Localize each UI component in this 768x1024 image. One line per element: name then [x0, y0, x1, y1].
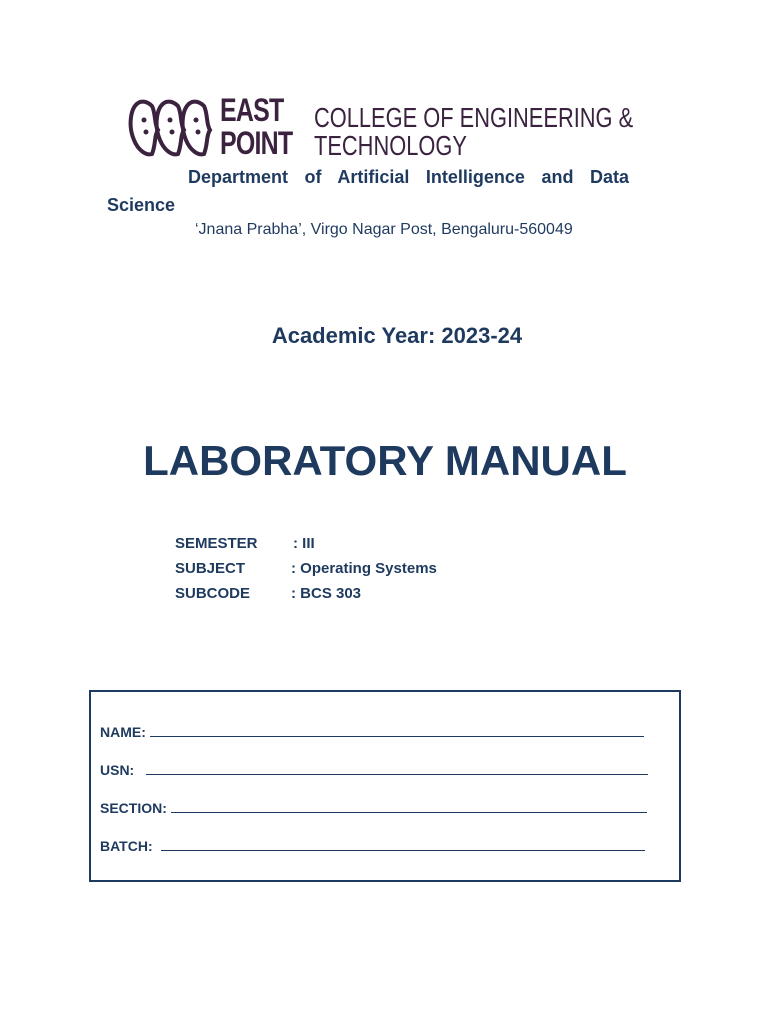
- info-row-subject: [175, 559, 437, 584]
- department-name: Department of Artificial Intelligence and Data Science: [107, 167, 629, 215]
- three-faces-logo-icon: [126, 96, 216, 160]
- info-row-subcode: [175, 584, 437, 609]
- field-label: NAME:: [100, 724, 146, 740]
- section-field[interactable]: [100, 800, 647, 816]
- college-logo: [126, 92, 634, 164]
- info-value: : BCS 303: [291, 585, 362, 602]
- batch-field[interactable]: [100, 838, 645, 854]
- info-value: : Operating Systems: [291, 560, 437, 577]
- name-blank-line[interactable]: [150, 724, 644, 737]
- info-label: SEMESTER: [175, 535, 258, 552]
- page-title: LABORATORY MANUAL: [143, 437, 627, 484]
- logo-technology-line: TECHNOLOGY: [314, 130, 467, 161]
- logo-college-line: COLLEGE OF ENGINEERING &: [314, 102, 634, 133]
- logo-name-point: POINT: [220, 125, 293, 161]
- name-field[interactable]: [100, 724, 644, 740]
- batch-blank-line[interactable]: [161, 838, 645, 851]
- logo-name-east: EAST: [220, 92, 284, 128]
- course-info: [175, 534, 437, 609]
- field-label: BATCH:: [100, 838, 153, 854]
- info-value: : III: [293, 535, 315, 552]
- field-label: SECTION:: [100, 800, 167, 816]
- info-label: SUBJECT: [175, 560, 246, 577]
- info-row-semester: [175, 534, 437, 559]
- usn-blank-line[interactable]: [146, 762, 648, 775]
- academic-year: Academic Year: 2023-24: [271, 323, 523, 348]
- field-label: USN:: [100, 762, 135, 778]
- college-address: ‘Jnana Prabha’, Virgo Nagar Post, Bengaluru-560049: [195, 221, 573, 238]
- usn-field[interactable]: [100, 762, 648, 778]
- section-blank-line[interactable]: [171, 800, 647, 813]
- info-label: SUBCODE: [175, 585, 251, 602]
- student-details-box: [89, 690, 681, 882]
